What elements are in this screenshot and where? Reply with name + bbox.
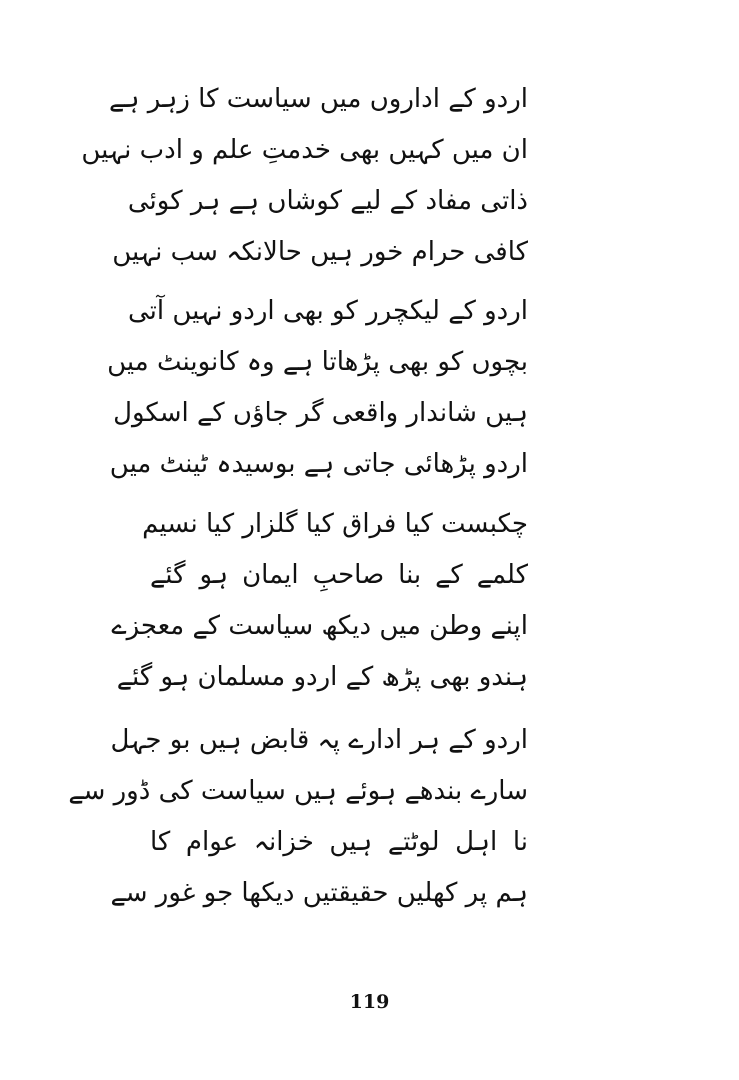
- verse-line: سارے بندھے ہوئے ہیں سیاست کی ڈور سے: [68, 776, 528, 806]
- verse-line: چکبست کیا فراق کیا گلزار کیا نسیم: [142, 509, 528, 539]
- verse-line: ذاتی مفاد کے لیے کوشاں ہے ہر کوئی: [127, 186, 528, 216]
- verse-line: کلمے کے بنا صاحبِ ایمان ہو گئے: [150, 560, 528, 590]
- verse-line: ان میں کہیں بھی خدمتِ علم و ادب نہیں: [81, 135, 528, 165]
- verse-line: اردو پڑھائی جاتی ہے بوسیدہ ٹینٹ میں: [109, 449, 528, 479]
- stanza-2: [107, 286, 528, 490]
- stanza-4: [68, 715, 528, 919]
- verse-line: ہیں شاندار واقعی گر جاؤں کے اسکول: [113, 398, 528, 428]
- page-number: 119: [349, 991, 390, 1013]
- verse-line: ہم پر کھلیں حقیقتیں دیکھا جو غور سے: [110, 878, 528, 908]
- verse-line: نا اہل لوٹتے ہیں خزانہ عوام کا: [150, 827, 528, 857]
- verse-line: اردو کے لیکچرر کو بھی اردو نہیں آتی: [127, 296, 528, 326]
- verse-line: ہندو بھی پڑھ کے اردو مسلمان ہو گئے: [116, 662, 528, 692]
- stanza-1: [81, 74, 528, 278]
- verse-line: بچوں کو بھی پڑھاتا ہے وہ کانوینٹ میں: [107, 347, 528, 377]
- verse-line: کافی حرام خور ہیں حالانکہ سب نہیں: [112, 237, 528, 267]
- verse-line: اردو کے اداروں میں سیاست کا زہر ہے: [109, 84, 528, 114]
- verse-line: اردو کے ہر ادارے پہ قابض ہیں بو جہل: [110, 725, 528, 755]
- verse-line: اپنے وطن میں دیکھ سیاست کے معجزے: [111, 611, 528, 641]
- stanza-3: [111, 499, 528, 703]
